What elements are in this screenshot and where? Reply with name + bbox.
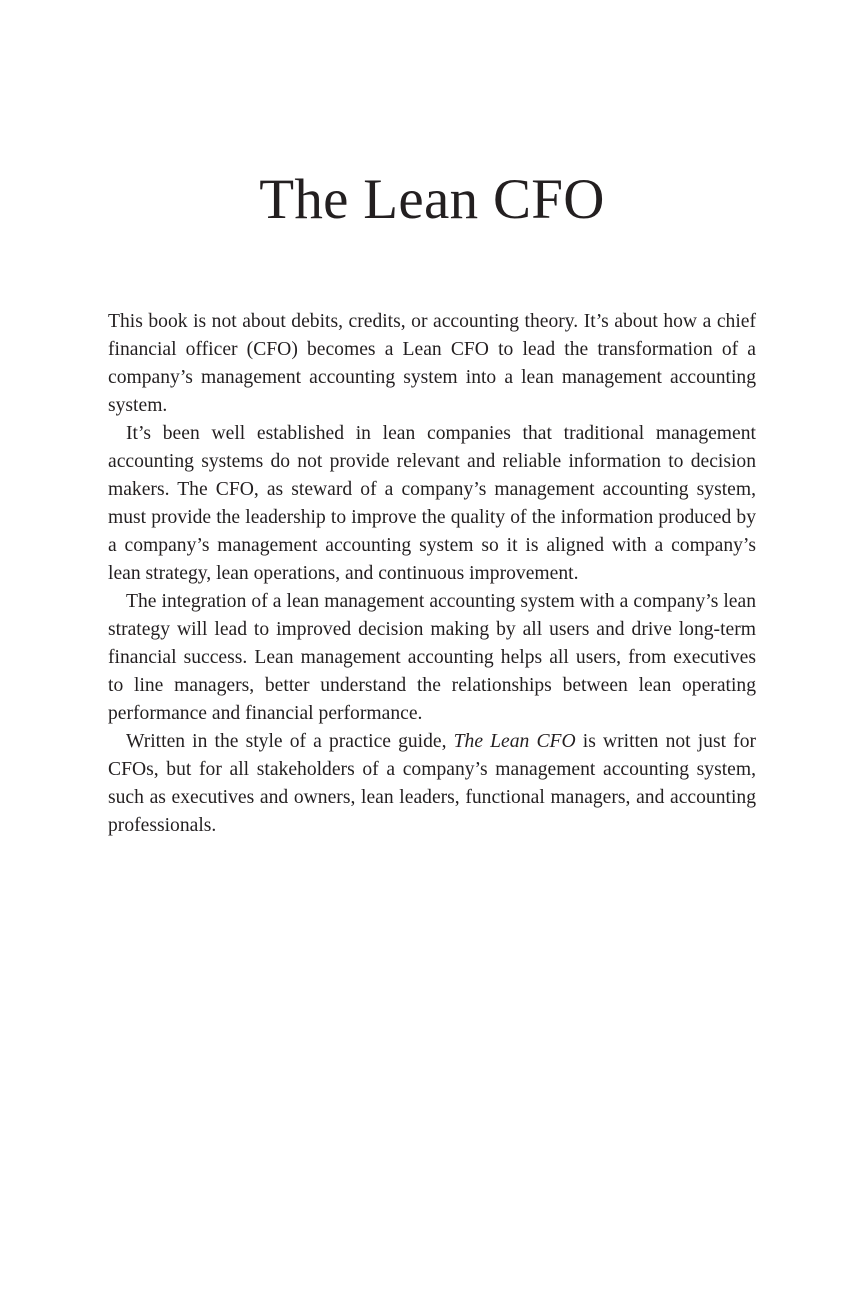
paragraph-3: The integration of a lean management accounting system with a company’s lean strategy will lead to improved decision making by all users and drive long-term financial success. Lean management accounting helps all users, from executives to line managers, better understand the relationships between lean operating performance and financial performance. [108, 591, 756, 724]
paragraph-4-lead: Written in the style of a practice guide, [126, 731, 454, 752]
paragraph-4-rest: is written not just for CFOs, but for all stakeholders of a company’s management accounting system, such as executives and owners, lean leaders, functional managers, and accounting professionals. [108, 731, 757, 836]
paragraph-4 [108, 728, 756, 840]
book-title-italic: The Lean CFO [453, 731, 576, 752]
paragraph-2: It’s been well established in lean companies that traditional management accounting systems do not provide relevant and reliable information to decision makers. The CFO, as steward of a company’s management accounting system, must provide the leadership to improve the quality of the information produced by a company’s management accounting system so it is aligned with a company’s lean strategy, lean operations, and continuous improvement. [108, 423, 756, 584]
paragraph-1: This book is not about debits, credits, or accounting theory. It’s about how a chief financial officer (CFO) becomes a Lean CFO to lead the transformation of a company’s management accounting system into a lean management accounting system. [108, 311, 756, 416]
body-text [108, 308, 756, 840]
page-title: The Lean CFO [259, 168, 605, 231]
